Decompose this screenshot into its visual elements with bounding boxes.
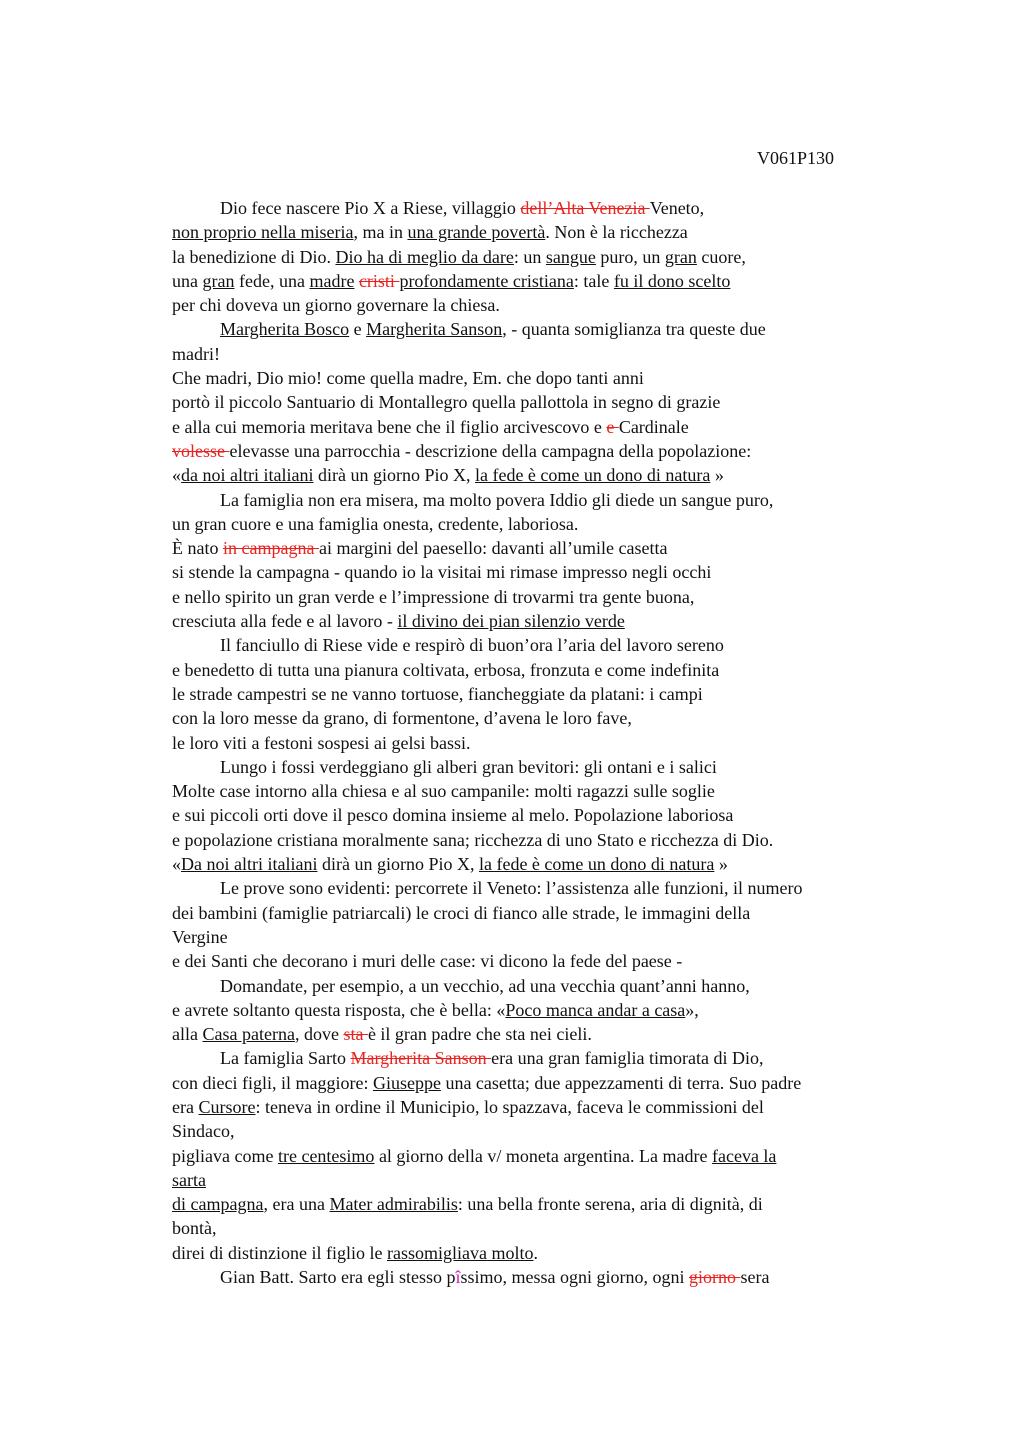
text-segment: : tale	[573, 270, 614, 291]
underlined-text: Da noi altri italiani	[181, 854, 318, 875]
underlined-text: madre	[309, 270, 355, 291]
underlined-text: Giuseppe	[372, 1072, 441, 1093]
text-line	[172, 1241, 902, 1265]
text-segment: cresciuta alla fede e al lavoro -	[172, 611, 398, 632]
text-segment: Le prove sono evidenti: percorrete il Veneto: l’assistenza alle funzioni, il numero	[220, 878, 803, 899]
text-segment: Lungo i fossi verdeggiano gli alberi gran bevitori: gli ontani e i salici	[220, 756, 717, 777]
text-line	[172, 609, 902, 633]
text-line	[172, 342, 902, 366]
underlined-text: il divino dei pian silenzio verde	[397, 611, 625, 632]
text-segment: alla	[172, 1024, 203, 1045]
text-segment: La famiglia Sarto	[220, 1048, 351, 1069]
text-segment: ai margini del paesello: davanti all’umile casetta	[318, 538, 668, 559]
underlined-text: fu il dono scelto	[613, 270, 731, 291]
deleted-text: Margherita Sanson	[350, 1048, 492, 1069]
text-segment: dei bambini (famiglie patriarcali) le croci di fianco alle strade, le immagini della	[172, 902, 751, 923]
text-segment: e benedetto di tutta una pianura coltivata, erbosa, fronzuta e come indefinita	[172, 659, 720, 680]
text-line	[172, 245, 902, 269]
text-segment: Che madri, Dio mio! come quella madre, Em. che dopo tanti anni	[172, 368, 644, 389]
text-segment: la benedizione di Dio.	[172, 246, 336, 267]
text-segment: per chi doveva un giorno governare la chiesa.	[172, 295, 500, 316]
underlined-text: la fede è come un dono di natura	[474, 465, 711, 486]
text-line	[172, 755, 902, 779]
text-line	[172, 633, 902, 657]
text-line	[172, 1168, 902, 1192]
underlined-text: Mater admirabilis	[329, 1194, 458, 1215]
text-segment: le loro viti a festoni sospesi ai gelsi bassi.	[172, 732, 471, 753]
text-line	[172, 828, 902, 852]
text-segment: direi di distinzione il figlio le	[172, 1242, 387, 1263]
text-segment: sera	[740, 1267, 770, 1288]
inserted-text: î	[455, 1267, 461, 1288]
text-segment: madri!	[172, 343, 220, 364]
text-segment: e avrete soltanto questa risposta, che è bella: «	[172, 999, 506, 1020]
body-text	[172, 196, 902, 1289]
text-line	[172, 803, 902, 827]
text-line	[172, 1192, 902, 1216]
text-line	[172, 439, 902, 463]
text-line	[172, 901, 902, 925]
text-segment: È nato	[172, 538, 223, 559]
text-segment: al giorno della v/ moneta argentina. La madre	[374, 1145, 712, 1166]
text-segment: Sindaco,	[172, 1121, 235, 1142]
text-segment: era	[172, 1096, 199, 1117]
underlined-text: tre centesimo	[277, 1145, 375, 1166]
deleted-text: giorno	[688, 1267, 741, 1288]
text-line	[172, 196, 902, 220]
deleted-text: dell’Alta Venezia	[520, 198, 650, 218]
text-line	[172, 876, 902, 900]
underlined-text: Casa paterna	[202, 1024, 295, 1045]
text-line	[172, 488, 902, 512]
text-segment: e	[349, 319, 367, 340]
text-segment: una	[172, 270, 203, 291]
text-line	[172, 706, 902, 730]
text-line	[172, 1144, 902, 1168]
text-segment: Veneto,	[649, 198, 705, 218]
text-segment: e sui piccoli orti dove il pesco domina insieme al melo. Popolazione laboriosa	[172, 805, 734, 826]
text-segment: una casetta; due appezzamenti di terra. Suo padre	[440, 1072, 802, 1093]
text-segment: cuore,	[696, 246, 746, 267]
text-line	[172, 512, 902, 536]
deleted-text: volesse	[172, 440, 230, 461]
page-identifier: V061P130	[757, 148, 835, 168]
underlined-text: sangue	[545, 246, 596, 267]
underlined-text: la fede è come un dono di natura	[478, 854, 715, 875]
text-line	[172, 949, 902, 973]
underlined-text: rassomigliava molto	[386, 1242, 534, 1263]
text-line	[172, 390, 902, 414]
text-segment: «	[172, 465, 181, 486]
underlined-text: da noi altri italiani	[181, 465, 314, 486]
underlined-text: gran	[202, 270, 235, 291]
text-line	[172, 220, 902, 244]
text-line	[172, 998, 902, 1022]
text-segment: e dei Santi che decorano i muri delle case: vi dicono la fede del paese -	[172, 951, 683, 972]
text-segment: fede, una	[234, 270, 310, 291]
text-line	[172, 415, 902, 439]
text-segment: con dieci figli, il maggiore:	[172, 1072, 373, 1093]
text-line	[172, 463, 902, 487]
text-segment: elevasse una parrocchia - descrizione della campagna della popolazione:	[229, 440, 752, 461]
text-line	[172, 585, 902, 609]
underlined-text: non proprio nella miseria	[172, 222, 354, 243]
text-segment: con la loro messe da grano, di formentone, d’avena le loro fave,	[172, 708, 632, 729]
text-line	[172, 1119, 902, 1143]
text-segment: si stende la campagna - quando io la visitai mi rimase impresso negli occhi	[172, 562, 712, 583]
underlined-text: profondamente cristiana	[399, 270, 574, 291]
underlined-text: Poco manca andar a casa	[505, 999, 686, 1020]
text-line	[172, 1095, 902, 1119]
text-segment: : una bella fronte serena, aria di dignità, di	[457, 1194, 763, 1215]
text-segment: .	[533, 1242, 538, 1263]
text-segment: Dio fece nascere Pio X a Riese, villaggio	[220, 198, 521, 218]
text-segment: , - quanta somiglianza tra queste due	[502, 319, 766, 340]
text-line	[172, 293, 902, 317]
text-line	[172, 317, 902, 341]
text-segment: bontà,	[172, 1218, 217, 1239]
text-line	[172, 925, 902, 949]
text-segment: , ma in	[353, 222, 408, 243]
text-line	[172, 852, 902, 876]
text-segment: dirà un giorno Pio X,	[317, 854, 479, 875]
text-segment: puro, un	[595, 246, 665, 267]
text-segment: Molte case intorno alla chiesa e al suo campanile: molti ragazzi sulle soglie	[172, 781, 715, 802]
text-line	[172, 731, 902, 755]
text-line	[172, 366, 902, 390]
text-segment: , era una	[263, 1194, 330, 1215]
text-line	[172, 1216, 902, 1240]
text-segment: La famiglia non era misera, ma molto povera Iddio gli diede un sangue puro,	[220, 489, 774, 510]
text-segment: , dove	[294, 1024, 344, 1045]
underlined-text: Cursore	[198, 1096, 256, 1117]
text-segment: «	[172, 854, 181, 875]
text-segment: e nello spirito un gran verde e l’impressione di trovarmi tra gente buona,	[172, 586, 695, 607]
text-segment: Domandate, per esempio, a un vecchio, ad una vecchia quant’anni hanno,	[220, 975, 750, 996]
text-segment: un gran cuore e una famiglia onesta, credente, laboriosa.	[172, 513, 579, 534]
underlined-text: Margherita Sanson	[366, 319, 503, 340]
text-segment: Cardinale	[618, 416, 689, 437]
underlined-text: Margherita Bosco	[220, 319, 350, 340]
text-line	[172, 560, 902, 584]
text-segment: »	[710, 465, 724, 486]
deleted-text: sta	[343, 1024, 368, 1045]
text-line	[172, 1265, 902, 1289]
underlined-text: una grande povertà	[407, 222, 546, 243]
deleted-text: in campagna	[223, 538, 319, 559]
text-segment: Il fanciullo di Riese vide e respirò di buon’ora l’aria del lavoro sereno	[220, 635, 724, 656]
text-segment: pigliava come	[172, 1145, 278, 1166]
text-segment: : teneva in ordine il Municipio, lo spazzava, faceva le commissioni del	[255, 1096, 764, 1117]
text-segment: »	[714, 854, 728, 875]
text-line	[172, 974, 902, 998]
text-segment: era una gran famiglia timorata di Dio,	[491, 1048, 764, 1069]
text-segment: dirà un giorno Pio X,	[313, 465, 475, 486]
text-segment: è il gran padre che sta nei cieli.	[367, 1024, 592, 1045]
text-line	[172, 779, 902, 803]
text-segment: ssimo, messa ogni giorno, ogni	[460, 1267, 689, 1288]
text-segment: Vergine	[172, 926, 228, 947]
text-line	[172, 1046, 902, 1070]
underlined-text: di campagna	[172, 1194, 264, 1215]
text-segment: e popolazione cristiana moralmente sana; ricchezza di uno Stato e ricchezza di Dio.	[172, 829, 774, 850]
text-line	[172, 658, 902, 682]
text-segment: Gian Batt. Sarto era egli stesso p	[220, 1267, 456, 1288]
underlined-text: Dio ha di meglio da dare	[335, 246, 514, 267]
deleted-text: cristi	[358, 270, 400, 291]
underlined-text: faceva la	[711, 1145, 777, 1166]
text-line	[172, 269, 902, 293]
text-line	[172, 1071, 902, 1095]
text-segment: le strade campestri se ne vanno tortuose, fiancheggiate da platani: i campi	[172, 683, 703, 704]
text-line	[172, 1022, 902, 1046]
underlined-text: gran	[664, 246, 697, 267]
underlined-text: sarta	[172, 1169, 206, 1190]
text-segment: . Non è la ricchezza	[545, 222, 688, 243]
text-line	[172, 682, 902, 706]
text-segment: e alla cui memoria meritava bene che il figlio arcivescovo e	[172, 416, 607, 437]
text-line	[172, 536, 902, 560]
text-segment: : un	[513, 246, 546, 267]
text-segment: portò il piccolo Santuario di Montallegro quella pallottola in segno di grazie	[172, 392, 721, 413]
deleted-text: e	[606, 416, 619, 437]
text-segment: »,	[685, 999, 699, 1020]
